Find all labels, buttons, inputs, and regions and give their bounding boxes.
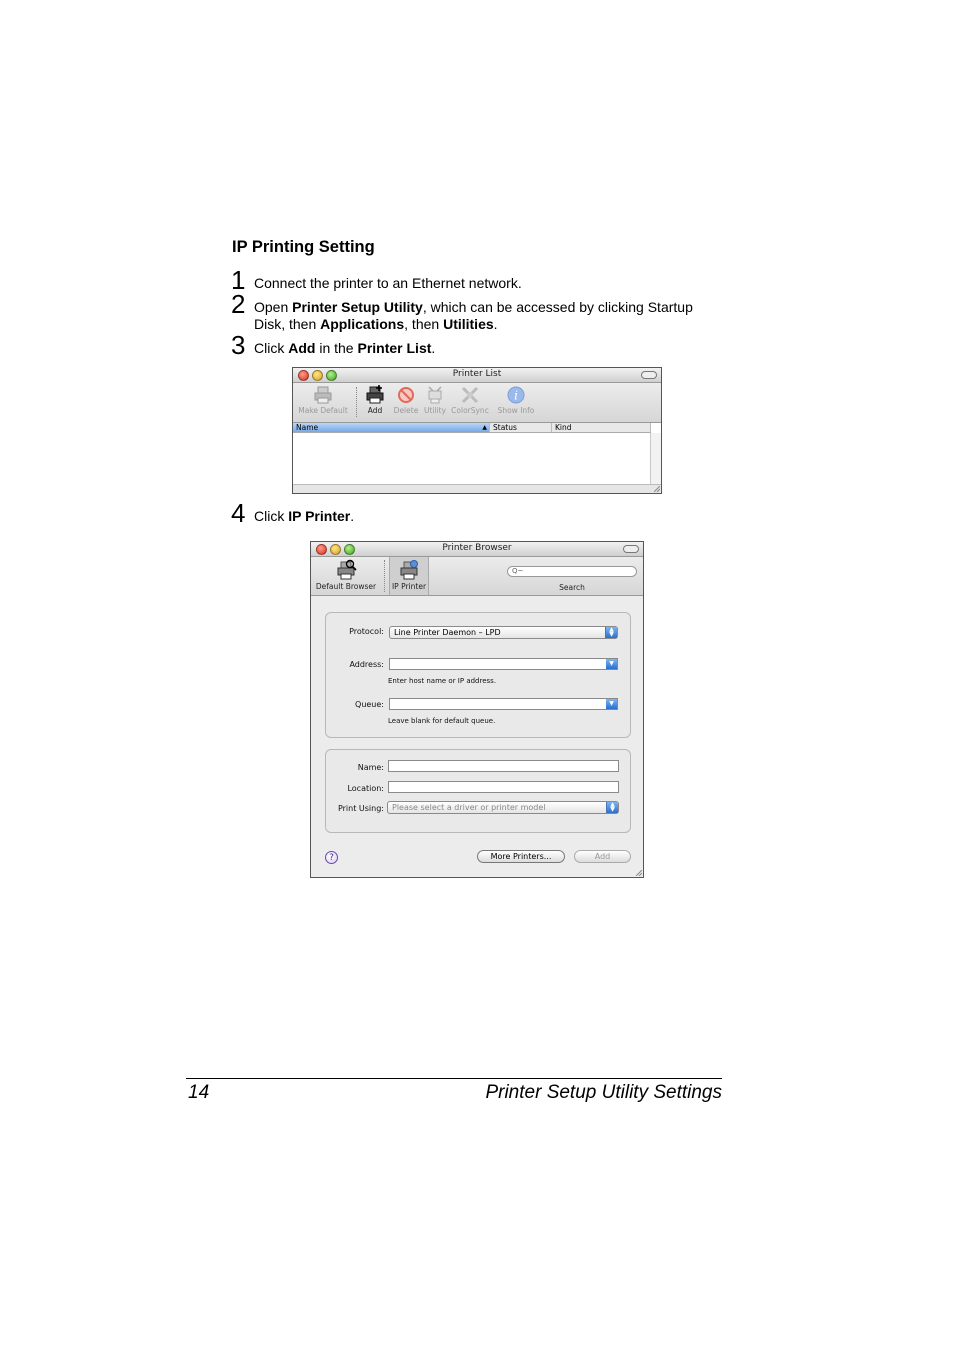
show-info-label: Show Info bbox=[497, 406, 535, 415]
default-browser-icon bbox=[335, 559, 357, 581]
delete-button[interactable] bbox=[391, 385, 421, 415]
address-combo[interactable] bbox=[389, 658, 618, 670]
step-2-run: Printer Setup Utility bbox=[292, 299, 423, 315]
printer-browser-window bbox=[310, 541, 644, 878]
toolbar-toggle-icon[interactable] bbox=[623, 545, 639, 553]
step-3-run: Add bbox=[288, 340, 316, 356]
location-field[interactable] bbox=[388, 781, 619, 793]
toolbar-toggle-icon[interactable] bbox=[641, 371, 657, 379]
step-2-text-line2 bbox=[254, 316, 498, 333]
step-2-run: Disk, then bbox=[254, 316, 321, 332]
printer-icon bbox=[313, 385, 333, 405]
step-1-number: 1 bbox=[231, 265, 246, 295]
toolbar-separator bbox=[356, 387, 357, 417]
resize-grip-icon[interactable] bbox=[654, 486, 660, 492]
step-2-number: 2 bbox=[231, 289, 246, 319]
step-2-run: . bbox=[493, 316, 498, 332]
page-number: 14 bbox=[188, 1082, 210, 1103]
step-3-run: Click bbox=[254, 340, 289, 356]
step-4-text bbox=[254, 508, 354, 525]
print-using-label: Print Using: bbox=[337, 804, 384, 813]
default-browser-button[interactable] bbox=[314, 559, 378, 591]
step-4-run: IP Printer bbox=[288, 508, 351, 524]
more-printers-button[interactable]: More Printers... bbox=[477, 850, 565, 863]
ip-printer-icon bbox=[398, 559, 420, 581]
make-default-label: Make Default bbox=[298, 406, 348, 415]
search-label: Search bbox=[559, 583, 585, 592]
help-icon[interactable]: ? bbox=[325, 851, 338, 864]
step-4-number: 4 bbox=[231, 498, 246, 528]
column-header-row bbox=[293, 423, 651, 433]
step-2-run: , which can be accessed by clicking Startup bbox=[422, 299, 693, 315]
printer-table-body[interactable] bbox=[293, 433, 651, 485]
show-info-button[interactable] bbox=[494, 385, 538, 415]
queue-label: Queue: bbox=[355, 700, 384, 709]
sort-ascending-icon: ▲ bbox=[482, 424, 487, 431]
delete-label: Delete bbox=[393, 406, 419, 415]
utility-icon bbox=[425, 385, 445, 405]
protocol-select[interactable]: Line Printer Daemon – LPD ▲ ▼ bbox=[389, 626, 618, 639]
address-hint: Enter host name or IP address. bbox=[388, 677, 497, 685]
footer-rule bbox=[186, 1078, 722, 1079]
add-label: Add bbox=[367, 406, 383, 415]
step-3-text bbox=[254, 340, 435, 357]
step-2-run: , then bbox=[404, 316, 444, 332]
colorsync-button[interactable] bbox=[450, 385, 490, 415]
footer-title: Printer Setup Utility Settings bbox=[485, 1082, 722, 1103]
step-3-run: . bbox=[431, 340, 436, 356]
printer-list-titlebar bbox=[293, 368, 661, 383]
resize-grip-icon[interactable] bbox=[636, 870, 642, 876]
step-2-run: Open bbox=[254, 299, 293, 315]
add-printer-icon bbox=[365, 385, 385, 405]
search-icon: Q~ bbox=[512, 567, 524, 575]
step-4-run: . bbox=[350, 508, 355, 524]
window-title: Printer Browser bbox=[442, 543, 512, 553]
step-2-text-line1 bbox=[254, 299, 693, 316]
queue-combo[interactable] bbox=[389, 698, 618, 710]
vertical-scrollbar[interactable] bbox=[650, 433, 661, 485]
step-1-text bbox=[254, 275, 522, 292]
section-heading: IP Printing Setting bbox=[232, 238, 375, 256]
add-button[interactable] bbox=[359, 385, 391, 415]
step-3-number: 3 bbox=[231, 330, 246, 360]
colorsync-label: ColorSync bbox=[451, 406, 489, 415]
step-4-run: Click bbox=[254, 508, 289, 524]
utility-button[interactable] bbox=[421, 385, 449, 415]
column-name[interactable]: Name ▲ bbox=[293, 423, 490, 432]
print-using-select[interactable]: Please select a driver or printer model ▲ ▼ bbox=[387, 801, 619, 814]
dropdown-arrow-icon[interactable]: ▼ bbox=[606, 659, 617, 669]
step-3-run: in the bbox=[315, 340, 358, 356]
window-title: Printer List bbox=[452, 369, 502, 379]
delete-icon bbox=[396, 385, 416, 405]
location-label: Location: bbox=[347, 784, 384, 793]
add-printer-button[interactable]: Add bbox=[574, 850, 631, 863]
protocol-label: Protocol: bbox=[349, 627, 384, 636]
printer-list-window bbox=[292, 367, 662, 494]
search-input[interactable] bbox=[507, 566, 637, 577]
step-3-run: Printer List bbox=[357, 340, 432, 356]
default-browser-label: Default Browser bbox=[315, 582, 377, 591]
queue-hint: Leave blank for default queue. bbox=[388, 717, 496, 725]
printer-browser-titlebar bbox=[311, 542, 643, 557]
step-1-run: Connect the printer to an Ethernet network. bbox=[254, 275, 522, 291]
name-field[interactable] bbox=[388, 760, 619, 772]
step-2-run: Utilities bbox=[443, 316, 494, 332]
address-label: Address: bbox=[349, 660, 384, 669]
select-arrows-icon: ▲ ▼ bbox=[605, 627, 617, 638]
column-kind[interactable]: Kind bbox=[552, 423, 651, 432]
make-default-button[interactable] bbox=[297, 385, 349, 415]
colorsync-icon bbox=[460, 385, 480, 405]
svg-text:i: i bbox=[514, 388, 518, 403]
printer-list-toolbar bbox=[293, 383, 661, 423]
ip-printer-button[interactable] bbox=[389, 557, 429, 595]
window-bottom-bar bbox=[293, 484, 661, 493]
utility-label: Utility bbox=[423, 406, 447, 415]
info-icon bbox=[506, 385, 526, 405]
toolbar-separator bbox=[384, 560, 385, 592]
printer-browser-toolbar bbox=[311, 557, 643, 596]
step-2-run: Applications bbox=[320, 316, 405, 332]
name-label: Name: bbox=[357, 763, 384, 772]
select-arrows-icon: ▲ ▼ bbox=[606, 802, 618, 813]
ip-printer-label: IP Printer bbox=[391, 582, 427, 591]
column-status[interactable]: Status bbox=[490, 423, 552, 432]
dropdown-arrow-icon[interactable]: ▼ bbox=[606, 699, 617, 709]
